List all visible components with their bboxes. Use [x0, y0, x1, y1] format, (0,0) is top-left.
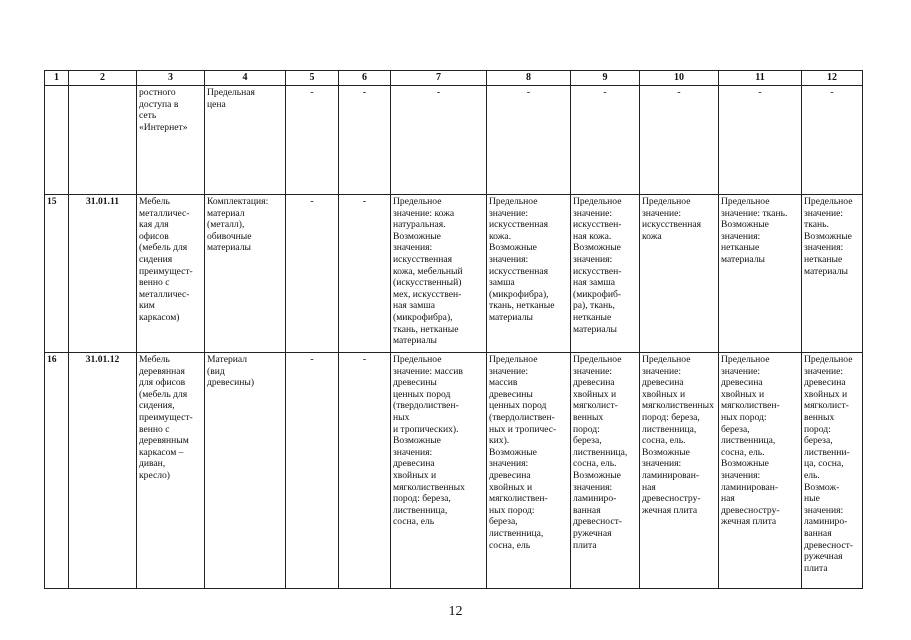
cell-col9: -	[571, 86, 640, 195]
cell-col11: Предельное значение: древесина хвойных и мягколиствен- ных пород: береза, лиственница, сосна, ель. Возможные значения: ламинирован- ная древесностру- жечная плита	[719, 353, 802, 589]
column-header: 6	[339, 71, 391, 86]
page-number: 12	[448, 604, 463, 619]
cell-col8: Предельное значение: массив древесины ценных пород (твердолиствен- ных и тропичес- ких). Возможные значения: древесина хвойных и мягколиствен- ных пород: береза, лиственница, сосна, ель	[487, 353, 571, 589]
characteristic: Материал (вид древесины)	[205, 353, 286, 589]
column-header: 4	[205, 71, 286, 86]
column-header: 5	[286, 71, 339, 86]
column-header: 10	[640, 71, 719, 86]
cell-col7: Предельное значение: кожа натуральная. Возможные значения: искусственная кожа, мебельный (искусственный) мех, искусствен- ная замша (микрофибра), ткань, нетканые материалы	[391, 195, 487, 353]
cell-col12: Предельное значение: древесина хвойных и мягколист- венных пород: береза, лиственни- ца, сосна, ель. Возмож- ные значения: ламиниро- ванная древесност- ружечная плита	[802, 353, 863, 589]
cell-col11: Предельное значение: ткань. Возможные значения: нетканые материалы	[719, 195, 802, 353]
column-header: 2	[69, 71, 137, 86]
cell-col10: Предельное значение: искусственная кожа	[640, 195, 719, 353]
table-row	[45, 353, 863, 589]
column-header: 7	[391, 71, 487, 86]
row-number: 15	[45, 195, 69, 353]
characteristic: Комплектация: материал (металл), обивочные материалы	[205, 195, 286, 353]
cell-col6: -	[339, 195, 391, 353]
cell-col8: Предельное значение: искусственная кожа. Возможные значения: искусственная замша (микрофибра), ткань, нетканые материалы	[487, 195, 571, 353]
row-number	[45, 86, 69, 195]
okpd-code	[69, 86, 137, 195]
cell-col6: -	[339, 353, 391, 589]
column-header: 11	[719, 71, 802, 86]
item-name: Мебель металличес- кая для офисов (мебель для сидения преимущест- венно с металличес- ким каркасом)	[137, 195, 205, 353]
cell-col11: -	[719, 86, 802, 195]
cell-col7: -	[391, 86, 487, 195]
column-header: 8	[487, 71, 571, 86]
okpd-code: 31.01.12	[69, 353, 137, 589]
column-header: 9	[571, 71, 640, 86]
row-number: 16	[45, 353, 69, 589]
table-row	[45, 195, 863, 353]
cell-col12: Предельное значение: ткань. Возможные значения: нетканые материалы	[802, 195, 863, 353]
column-header: 3	[137, 71, 205, 86]
cell-col10: -	[640, 86, 719, 195]
characteristic: Предельная цена	[205, 86, 286, 195]
cell-col9: Предельное значение: древесина хвойных и мягколист- венных пород: береза, лиственница, сосна, ель. Возможные значения: ламиниро- ванная древесност- ружечная плита	[571, 353, 640, 589]
cell-col6: -	[339, 86, 391, 195]
cell-col8: -	[487, 86, 571, 195]
cell-col5: -	[286, 353, 339, 589]
cell-col7: Предельное значение: массив древесины ценных пород (твердолиствен- ных и тропических). Возможные значения: древесина хвойных и мягколиственных пород: береза, лиственница, сосна, ель	[391, 353, 487, 589]
cell-col5: -	[286, 86, 339, 195]
requirements-table	[44, 70, 863, 589]
column-header: 12	[802, 71, 863, 86]
cell-col10: Предельное значение: древесина хвойных и мягколиственных пород: береза, лиственница, сосна, ель. Возможные значения: ламинирован- ная древесностру- жечная плита	[640, 353, 719, 589]
item-name: Мебель деревянная для офисов (мебель для сидения, преимущест- венно с деревянным каркасом – диван, кресло)	[137, 353, 205, 589]
cell-col9: Предельное значение: искусствен- ная кожа. Возможные значения: искусствен- ная замша (микрофиб- ра), ткань, нетканые материалы	[571, 195, 640, 353]
column-header: 1	[45, 71, 69, 86]
table-header-row	[45, 71, 863, 86]
table-row	[45, 86, 863, 195]
cell-col5: -	[286, 195, 339, 353]
item-name: ростного доступа в сеть «Интернет»	[137, 86, 205, 195]
okpd-code: 31.01.11	[69, 195, 137, 353]
cell-col12: -	[802, 86, 863, 195]
